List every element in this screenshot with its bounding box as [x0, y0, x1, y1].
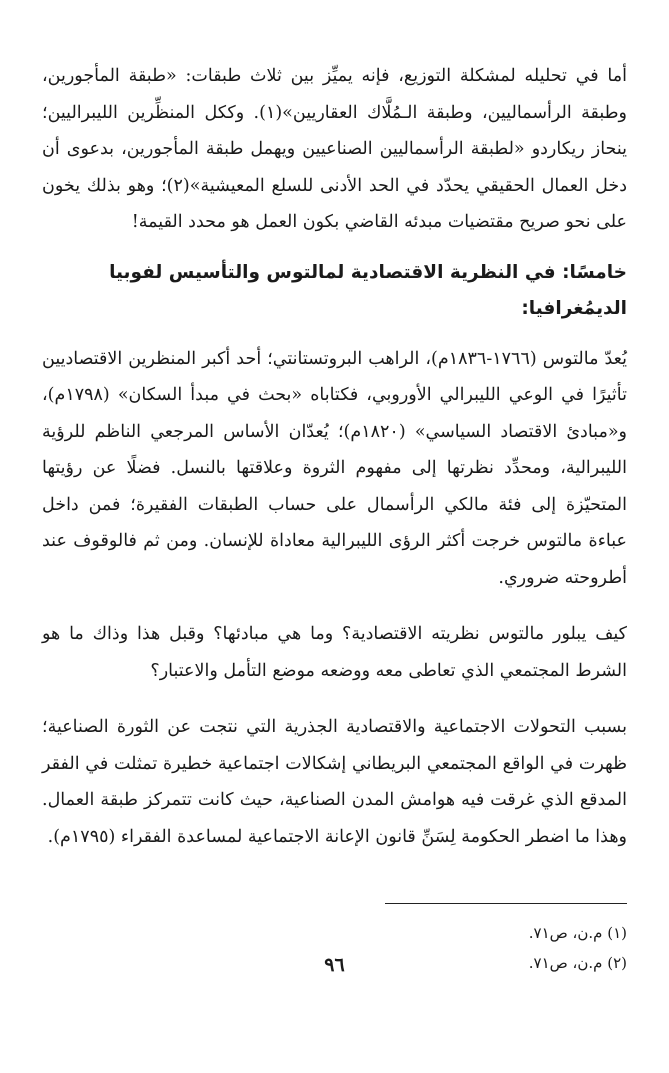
- paragraph-malthus-intro: يُعدّ مالتوس (١٧٦٦-١٨٣٦م)، الراهب البروتستانتي؛ أحد أكبر المنظرين الاقتصاديين تأثيرًا في الوعي الليبرالي الأوروبي، فكتاباه «بحث في مبدأ السكان» (١٧٩٨م)، و«مبادئ الاقتصاد السياسي» (١٨٢٠م)؛ يُعدّان الأساس المرجعي الناظم للرؤية الليبرالية، ومحدِّد نظرتها إلى مفهوم الثروة وعلاقتها بالنسل. فضلًا عن رؤيتها المتحيّزة إلى فئة مالكي الرأسمال على حساب الطبقات الفقيرة؛ فمن داخل عباءة مالتوس خرجت أكثر الرؤى الليبرالية معاداة للإنسان. ومن ثم فالوقوف عند أطروحته ضروري.: [42, 348, 627, 588]
- paragraph-distribution: أما في تحليله لمشكلة التوزيع، فإنه يميِّز بين ثلاث طبقات: «طبقة المأجورين، وطبقة الرأسماليين، وطبقة الـمُلَّاك العقاريين»(١). وككل المنظِّرين الليبراليين؛ ينحاز ريكاردو «لطبقة الرأسماليين الصناعيين ويهمل طبقة المأجورين، بدعوى أن دخل العمال الحقيقي يحدّد في الحد الأدنى للسلع المعيشية»(٢)؛ وهو بذلك يخون على نحو صريح مقتضيات مبدئه القاضي بكون العمل هو محدد القيمة!: [42, 66, 628, 232]
- page-number: ٩٦: [324, 954, 345, 976]
- paragraph-industrial-revolution: بسبب التحولات الاجتماعية والاقتصادية الجذرية التي نتجت عن الثورة الصناعية؛ ظهرت في الواقع المجتمعي البريطاني إشكالات اجتماعية خطيرة تمثلت في الفقر المدقع الذي غرقت فيه هوامش المدن الصناعية، حيث كانت تتمركز طبقة العمال. وهذا ما اضطر الحكومة لِسَنِّ قانون الإعانة الاجتماعية لمساعدة الفقراء (١٧٩٥م).: [42, 717, 627, 847]
- footnote-1: (١) م.ن، ص٧١.: [528, 924, 627, 942]
- paragraph-questions: كيف يبلور مالتوس نظريته الاقتصادية؟ وما هي مبادئها؟ وقبل هذا وذاك ما هو الشرط المجتمعي الذي تعاطى معه ووضعه موضع التأمل والاعتبار؟: [42, 624, 627, 681]
- footnote-2: (٢) م.ن، ص٧١.: [528, 954, 627, 972]
- section-heading: خامسًا: في النظرية الاقتصادية لمالتوس والتأسيس لفوبيا الديمُغرافيا:: [109, 261, 627, 319]
- footnote-separator: [385, 903, 627, 904]
